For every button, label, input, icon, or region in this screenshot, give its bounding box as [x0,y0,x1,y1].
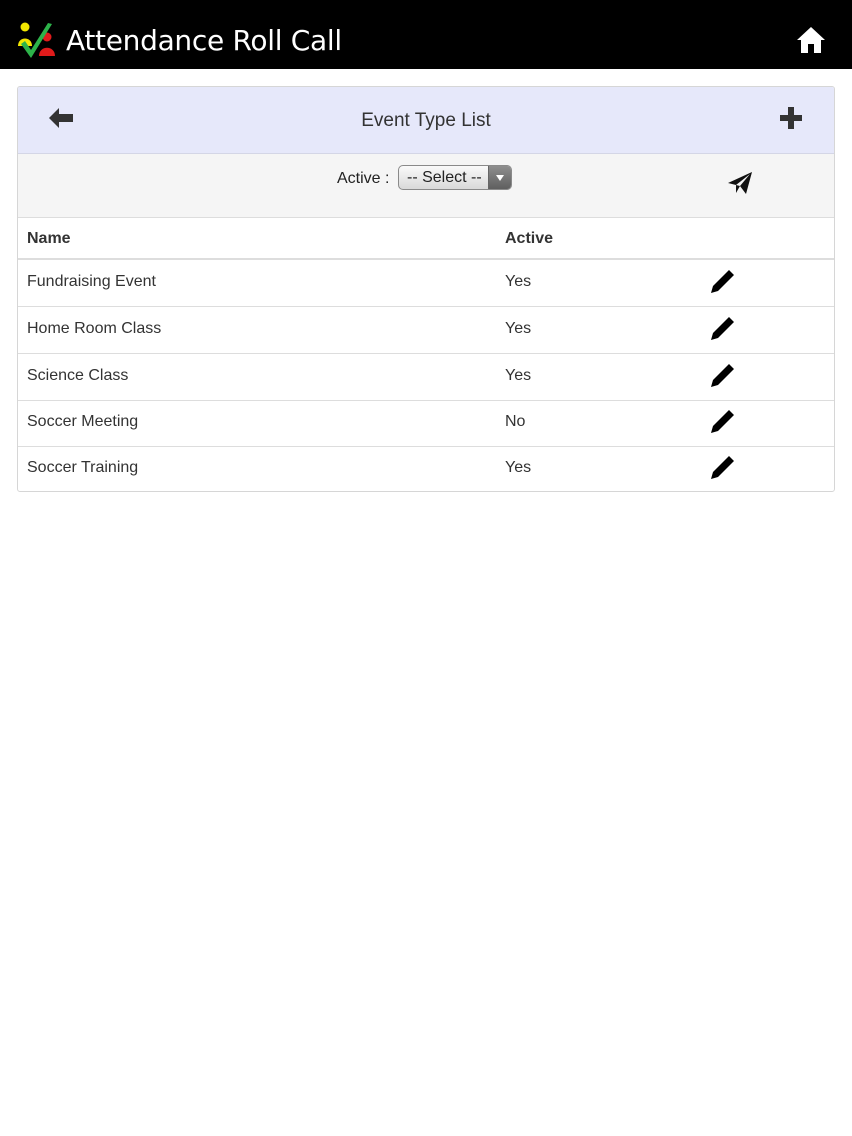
event-type-active: Yes [505,320,532,337]
table-row[interactable] [18,354,834,401]
pencil-icon[interactable] [710,317,734,341]
table-row[interactable] [18,400,834,447]
active-filter-label: Active : [337,170,390,187]
event-type-name: Home Room Class [27,320,162,337]
event-type-name: Fundraising Event [27,273,156,290]
page-title: Event Type List [361,110,491,131]
attendance-logo-icon [16,20,56,62]
event-type-name: Science Class [27,367,129,384]
dropdown-toggle[interactable] [488,166,511,189]
table-row[interactable] [18,260,834,307]
event-type-active: Yes [505,459,532,476]
table-header [18,218,834,260]
app-title: Attendance Roll Call [66,24,342,57]
select-value: -- Select -- [407,169,482,186]
event-type-active: No [505,413,526,430]
app-header [0,0,852,69]
column-header-active: Active [505,230,554,247]
event-type-name: Soccer Meeting [27,413,139,430]
pencil-icon[interactable] [710,270,734,294]
event-type-active: Yes [505,273,532,290]
filter-bar [18,154,834,218]
event-type-active: Yes [505,367,532,384]
event-type-panel [17,86,835,492]
column-header-name: Name [27,230,71,247]
plus-icon[interactable] [779,106,803,130]
panel-header [18,87,834,154]
caret-down-icon [495,174,505,182]
pencil-icon[interactable] [710,364,734,388]
paper-plane-icon[interactable] [727,171,753,195]
event-type-name: Soccer Training [27,459,139,476]
pencil-icon[interactable] [710,410,734,434]
table-row[interactable] [18,307,834,354]
table-row[interactable] [18,446,834,492]
pencil-icon[interactable] [710,456,734,480]
home-icon[interactable] [796,26,826,54]
active-filter-select[interactable] [398,165,512,190]
